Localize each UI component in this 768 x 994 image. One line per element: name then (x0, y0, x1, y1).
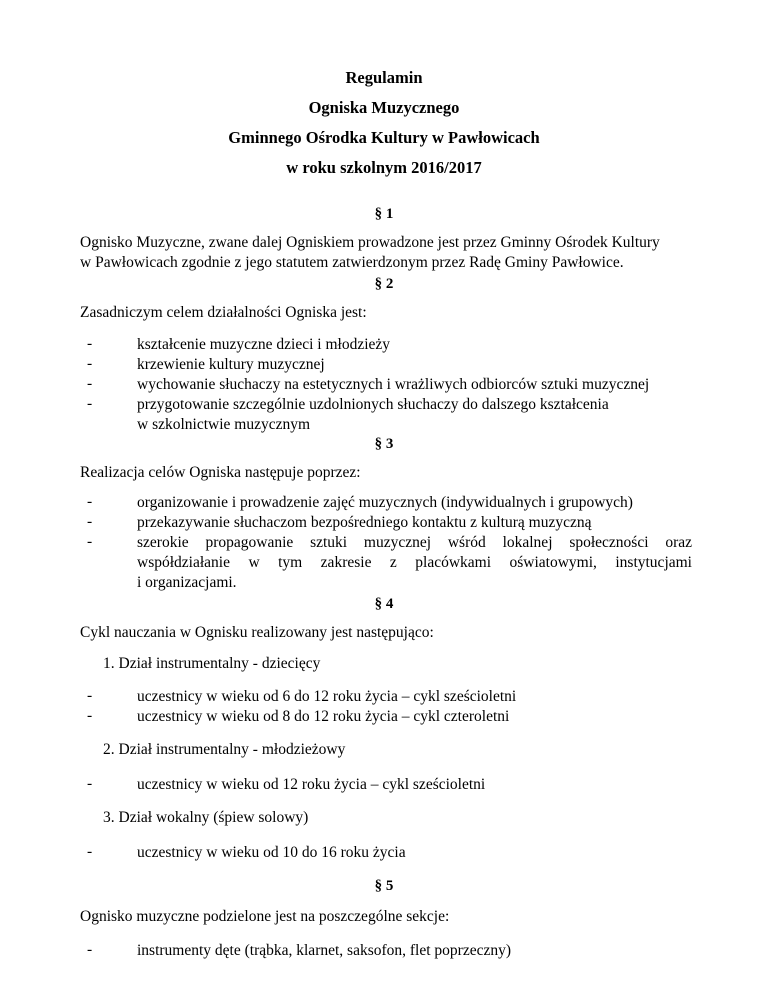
section-3-item-3-cont: współdziałanie w tym zakresie z placówkami oświatowymi, instytucjami (137, 554, 692, 571)
bullet-dash: - (87, 843, 93, 860)
bullet-dash: - (87, 335, 93, 352)
division-2-item-1: uczestnicy w wieku od 12 roku życia – cykl sześcioletni (137, 776, 486, 793)
section-5-intro: Ognisko muzyczne podzielone jest na poszczególne sekcje: (80, 908, 450, 925)
section-4-intro: Cykl nauczania w Ognisku realizowany jest następująco: (80, 624, 434, 641)
section-3-item-2: przekazywanie słuchaczom bezpośredniego kontaktu z kulturą muzyczną (137, 514, 592, 531)
bullet-dash: - (87, 395, 93, 412)
bullet-dash: - (87, 707, 93, 724)
section-2-intro: Zasadniczym celem działalności Ogniska jest: (80, 304, 367, 321)
section-1-heading: § 1 (374, 206, 394, 222)
division-1-item-1: uczestnicy w wieku od 6 do 12 roku życia – cykl sześcioletni (137, 688, 517, 705)
title-line-2: Ogniska Muzycznego (308, 98, 460, 117)
title-line-1: Regulamin (345, 68, 423, 87)
bullet-dash: - (87, 513, 93, 530)
section-3-item-1: organizowanie i prowadzenie zajęć muzycznych (indywidualnych i grupowych) (137, 494, 633, 511)
section-2-item-3: wychowanie słuchaczy na estetycznych i wrażliwych odbiorców sztuki muzycznej (137, 376, 650, 393)
division-1-heading: 1. Dział instrumentalny - dziecięcy (103, 655, 321, 672)
title-line-3: Gminnego Ośrodka Kultury w Pawłowicach (228, 128, 540, 147)
bullet-dash: - (87, 355, 93, 372)
section-1-text-line-2: w Pawłowicach zgodnie z jego statutem zatwierdzonym przez Radę Gminy Pawłowice. (80, 254, 624, 271)
title-line-4: w roku szkolnym 2016/2017 (286, 158, 482, 177)
section-2-item-4: przygotowanie szczególnie uzdolnionych słuchaczy do dalszego kształcenia (137, 396, 609, 413)
section-3-item-3: szerokie propagowanie sztuki muzycznej wśród lokalnej społeczności oraz (137, 534, 692, 551)
section-1-text-line-1: Ognisko Muzyczne, zwane dalej Ogniskiem prowadzone jest przez Gminny Ośrodek Kultury (80, 234, 660, 251)
bullet-dash: - (87, 775, 93, 792)
section-3-item-3-end: i organizacjami. (137, 574, 237, 591)
section-5-item-1: instrumenty dęte (trąbka, klarnet, saksofon, flet poprzeczny) (137, 942, 512, 959)
division-2-heading: 2. Dział instrumentalny - młodzieżowy (103, 741, 346, 758)
section-3-intro: Realizacja celów Ogniska następuje poprzez: (80, 464, 361, 481)
division-1-item-2: uczestnicy w wieku od 8 do 12 roku życia – cykl czteroletni (137, 708, 510, 725)
division-3-heading: 3. Dział wokalny (śpiew solowy) (103, 809, 309, 826)
bullet-dash: - (87, 941, 93, 958)
section-4-heading: § 4 (374, 596, 394, 612)
bullet-dash: - (87, 493, 93, 510)
section-2-item-1: kształcenie muzyczne dzieci i młodzieży (137, 336, 391, 353)
bullet-dash: - (87, 687, 93, 704)
section-5-heading: § 5 (374, 878, 394, 894)
section-2-heading: § 2 (374, 276, 394, 292)
division-3-item-1: uczestnicy w wieku od 10 do 16 roku życia (137, 844, 406, 861)
bullet-dash: - (87, 533, 93, 550)
bullet-dash: - (87, 375, 93, 392)
section-3-heading: § 3 (374, 436, 394, 452)
section-2-item-4-cont: w szkolnictwie muzycznym (137, 416, 311, 433)
section-2-item-2: krzewienie kultury muzycznej (137, 356, 325, 373)
